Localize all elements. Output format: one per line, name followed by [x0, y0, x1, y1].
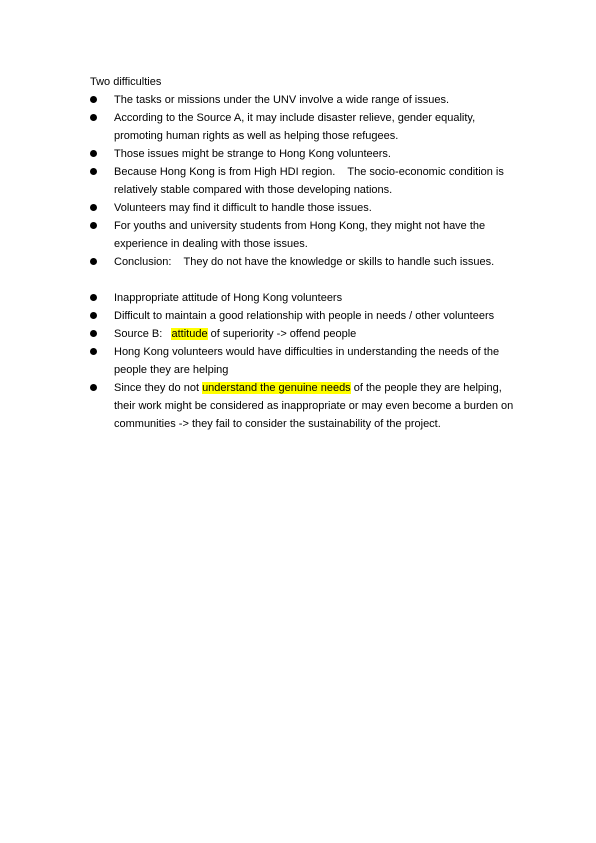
list-item-text: Inappropriate attitude of Hong Kong volunteers	[114, 292, 343, 304]
highlighted-text: understand the genuine needs	[202, 382, 351, 394]
list-item-text: Those issues might be strange to Hong Kong volunteers.	[114, 148, 391, 160]
bullet-icon	[90, 150, 97, 157]
list-item-text: According to the Source A, it may include disaster relieve, gender equality, promoting human rights as well as helping those refugees.	[114, 112, 476, 142]
section-heading: Two difficulties	[90, 76, 162, 88]
bullet-icon	[90, 348, 97, 355]
list-item-text: Volunteers may find it difficult to handle those issues.	[114, 202, 372, 214]
bullet-icon	[90, 222, 97, 229]
bullet-icon	[90, 294, 97, 301]
bullet-icon	[90, 258, 97, 265]
list-item	[0, 253, 514, 271]
list-item	[0, 379, 514, 433]
bullet-icon	[90, 168, 97, 175]
list-spacer	[0, 271, 596, 289]
list-item	[0, 163, 514, 199]
list-item-text: Difficult to maintain a good relationship with people in needs / other volunteers	[114, 310, 495, 322]
bullet-icon	[90, 312, 97, 319]
list-item-text: Hong Kong volunteers would have difficulties in understanding the needs of the people they are helping	[114, 346, 500, 376]
list-item	[0, 289, 514, 307]
difficulties-list	[0, 91, 596, 433]
list-item-text: Conclusion: They do not have the knowledge or skills to handle such issues.	[114, 256, 495, 268]
bullet-icon	[90, 114, 97, 121]
list-item-text: For youths and university students from Hong Kong, they might not have the experience in dealing with those issues.	[114, 220, 486, 250]
list-item	[0, 307, 514, 325]
bullet-icon	[90, 384, 97, 391]
list-item-text-suffix: of the people they are helping, their work might be considered as inappropriate or may even become a burden on communities -> they fail to consider the sustainability of the project.	[114, 382, 514, 430]
list-item-text-suffix: of superiority -> offend people	[207, 328, 357, 340]
list-item-text: The tasks or missions under the UNV involve a wide range of issues.	[114, 94, 450, 106]
list-item	[0, 145, 514, 163]
bullet-icon	[90, 330, 97, 337]
bullet-icon	[90, 204, 97, 211]
list-item	[0, 343, 514, 379]
list-item-text: Because Hong Kong is from High HDI region. The socio-economic condition is relatively stable compared with those developing nations.	[114, 166, 507, 196]
highlighted-text: attitude	[171, 328, 208, 340]
list-item	[0, 91, 514, 109]
list-item	[0, 109, 514, 145]
list-item-text-prefix: Since they do not	[114, 382, 203, 394]
bullet-icon	[90, 96, 97, 103]
list-item	[0, 199, 514, 217]
list-item	[0, 325, 514, 343]
list-item-text-prefix: Source B:	[114, 328, 172, 340]
list-item	[0, 217, 514, 253]
